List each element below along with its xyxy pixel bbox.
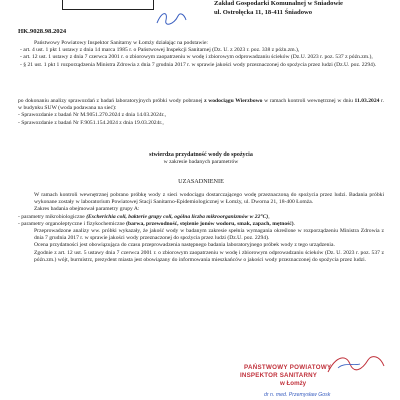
addressee-block [214, 0, 343, 17]
legal-basis-section [18, 40, 384, 69]
report-item: - Sprawozdanie z badań Nr F.9051.154.2024 z dnia 19.03.2024r., [18, 119, 164, 126]
decision-block [18, 152, 384, 166]
report-item: - Sprawozdanie z badań Nr M.9051.270.2024 z dnia 14.03.2024r., [18, 112, 167, 119]
parameter-group-item [18, 214, 384, 221]
parameter-group-label: - parametry mikrobiologiczne [18, 213, 87, 220]
analysis-source: z wodociągu Wierzbowo [204, 98, 263, 104]
stamp-signatory: dr n. med. Przemysław Gosk [264, 392, 331, 398]
addressee-name: Zakład Gospodarki Komunalnej w Śniadowie [214, 0, 343, 7]
reference-number: HK.9028.98.2024 [18, 28, 67, 35]
justification-heading: UZASADNIENIE [178, 178, 224, 185]
justification-paragraph: Zgodnie z art. 12 ust. 5 ustawy dnia 7 czerwca 2001 r. o zbiorowym zaopatrzeniu w wodę i zbiorowym odprowadzaniu ścieków (Dz. U. 2023 r. poz. 537 z późn.zm.) wójt, burmistrz, prezydent miasta jest obowiązany do informowania mieszkańców o jakości wody przeznaczonej do spożycia przez ludzi. [34, 249, 384, 263]
sample-date: 11.03.2024 [354, 98, 380, 104]
analysis-text-c: r. w budynku SUW (woda podawana na sieć): [18, 98, 384, 112]
addressee-address: ul. Ostrołęcka 11, 18-411 Śniadowo [214, 8, 313, 16]
justification-paragraph: W ramach kontroli wewnętrznej pobrano próbkę wody z sieci wodociągu dostarczającego wodę przeznaczoną do spożycia przez ludzi. Badania próbki wykonane zostały w laboratorium Powiatowej Stacji Sanitarno-Epidemiologicznej w Łomży, ul. Dworna 21, 18-400 Łomża. [34, 192, 384, 206]
parameter-group-end: , [268, 213, 270, 220]
legal-basis-item: - art. 12 ust. 1 ustawy z dnia 7 czerwca 2001 r. o zbiorowym zaopatrzeniu w wodę i zbiorowym odprowadzaniu ścieków (Dz.U. 2023 r. poz. 537 z późn.zm.), [20, 54, 373, 61]
justification-section [18, 192, 384, 264]
justification-paragraph: Ocena przydatności jest obowiązująca do czasu przeprowadzenia następnego badania laboratoryjnego próbek wody z tego urządzenia. [34, 242, 335, 249]
stamp-line: INSPEKTOR SANITARNY [240, 372, 318, 379]
analysis-section [18, 98, 384, 127]
stamp-line: PAŃSTWOWY POWIATOWY [244, 364, 332, 371]
analysis-text-a: po dokonaniu analizy sprawozdań z badań laboratoryjnych próbki wody pobranej [18, 98, 205, 104]
parameter-group-item [18, 221, 384, 228]
justification-paragraph: Przeprowadzone analizy ww. próbki wykazały, że jakość wody w badanym zakresie spełnia wymagania określone w rozporządzeniu Ministra Zdrowia z dnia 7 grudnia 2017 r. w sprawie jakości wody przeznaczonej do spożycia przez ludzi (Dz.U. poz. 2294). [34, 228, 384, 242]
analysis-text [18, 98, 384, 112]
parameter-group-list: (Escherichia coli, bakterie grupy coli, ogólna liczba mikroorganizmów w 22°C) [86, 213, 269, 220]
decision-title: stwierdza przydatność wody do spożycia [149, 152, 253, 158]
legal-basis-item: - § 21 ust. 1 pkt 1 rozporządzenia Ministra Zdrowia z dnia 7 grudnia 2017 r. w sprawie jakości wody przeznaczonej do spożycia przez ludzi (Dz.U. poz. 2294). [20, 61, 377, 68]
analysis-text-b: w ramach kontroli wewnętrznej w dniu [262, 98, 355, 104]
stamp-line: w Łomży [280, 380, 307, 387]
handwritten-initials [154, 8, 190, 30]
intro-text: Państwowy Powiatowy Inspektor Sanitarny w Łomży działając na podstawie: [34, 40, 208, 46]
parameter-group-label: - parametry organoleptyczne i fizykochemiczne [18, 220, 127, 227]
justification-paragraph: Zakres badania obejmował parametry grupy A: [34, 206, 140, 213]
handwritten-signature [324, 352, 388, 378]
letterhead-logo-frame [62, 0, 154, 10]
parameter-group-list: (barwa, przewodność, stężenie jonów wodoru, smak, zapach, mętność) [126, 220, 294, 227]
parameter-group-end: . [293, 220, 296, 227]
legal-basis-item: - art. 4 ust. 1 pkt 1 ustawy z dnia 14 marca 1985 r. o Państwowej Inspekcji Sanitarnej (Dz. U. z 2023 r. poz. 338 z późn.zm.), [20, 47, 300, 54]
decision-subtitle: w zakresie badanych parametrów [163, 159, 239, 166]
